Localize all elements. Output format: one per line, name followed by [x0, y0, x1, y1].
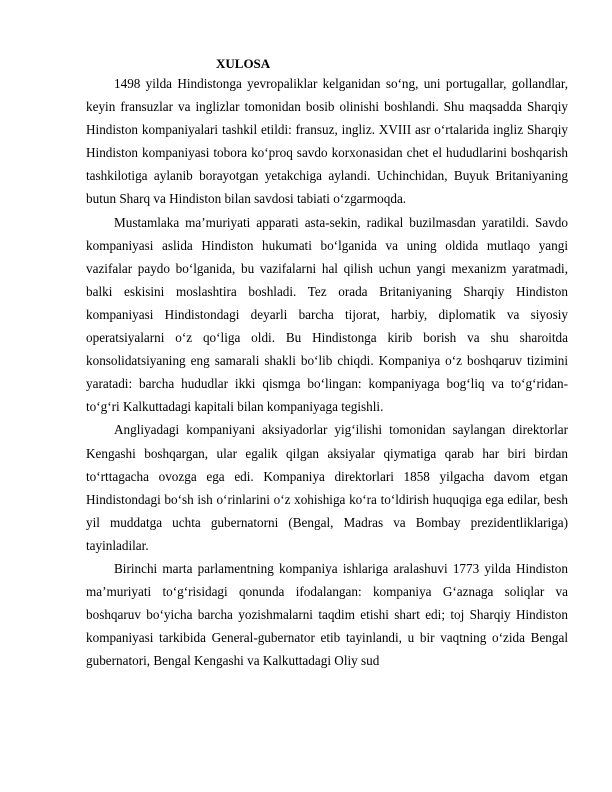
- document-body: [86, 72, 568, 672]
- paragraph-4: Birinchi marta parlamentning kompaniya ishlariga aralashuvi 1773 yilda Hindiston ma’muriyati to‘g‘risidagi qonunda ifodalangan: kompaniya G‘aznaga soliqlar va boshqaruv bo‘yicha barcha yozishmalarni taqdim etishi shart edi; toj Sharqiy Hindiston kompaniyasi tarkibida General-gubernator etib tayinlandi, u bir vaqtning o‘zida Bengal gubernatori, Bengal Kengashi va Kalkuttadagi Oliy sud: [86, 560, 568, 669]
- paragraph-2: Mustamlaka ma’muriyati apparati asta-sekin, radikal buzilmasdan yaratildi. Savdo kompaniyasi aslida Hindiston hukumati bo‘lganida va uning oldida mutlaqo yangi vazifalar paydo bo‘lganida, bu vazifalarni hal qilish uchun yangi mexanizm yaratmadi, balki eskisini moslashtira boshladi. Tez orada Britaniyaning Sharqiy Hindiston kompaniyasi Hindistondagi deyarli barcha tijorat, harbiy, diplomatik va siyosiy operatsiyalarni o‘z qo‘liga oldi. Bu Hindistonga kirib borish va shu sharoitda konsolidatsiyaning eng samarali shakli bo‘lib chiqdi. Kompaniya o‘z boshqaruv tizimini yaratadi: barcha hududlar ikki qismga bo‘lingan: kompaniyaga bog‘liq va to‘g‘ridan-to‘g‘ri Kalkuttadagi kapitali bilan kompaniyaga tegishli.: [86, 214, 568, 415]
- paragraph-1: 1498 yilda Hindistonga yevropaliklar kelganidan so‘ng, uni portugallar, gollandlar, keyin fransuzlar va inglizlar tomonidan bosib olinishi boshlandi. Shu maqsadda Sharqiy Hindiston kompaniyalari tashkil etildi: fransuz, ingliz. XVIII asr o‘rtalarida ingliz Sharqiy Hindiston kompaniyasi tobora ko‘proq savdo korxonasidan chet el hududlarini boshqarish tashkilotiga aylanib borayotgan yetakchiga aylandi. Uchinchidan, Buyuk Britaniyaning butun Sharq va Hindiston bilan savdosi tabiati o‘zgarmoqda.: [86, 76, 568, 207]
- paragraph-3: Angliyadagi kompaniyani aksiyadorlar yig‘ilishi tomonidan saylangan direktorlar Kengashi boshqargan, ular egalik qilgan aksiyalar qiymatiga qarab har biri birdan to‘rttagacha ovozga ega edi. Kompaniya direktorlari 1858 yilgacha davom etgan Hindistondagi bo‘sh ish o‘rinlarini o‘z xohishiga ko‘ra to‘ldirish huquqiga ega edilar, besh yil muddatga uchta gubernatorni (Bengal, Madras va Bombay prezidentliklariga) tayinladilar.: [86, 422, 568, 553]
- document-heading: XULOSA: [216, 56, 271, 71]
